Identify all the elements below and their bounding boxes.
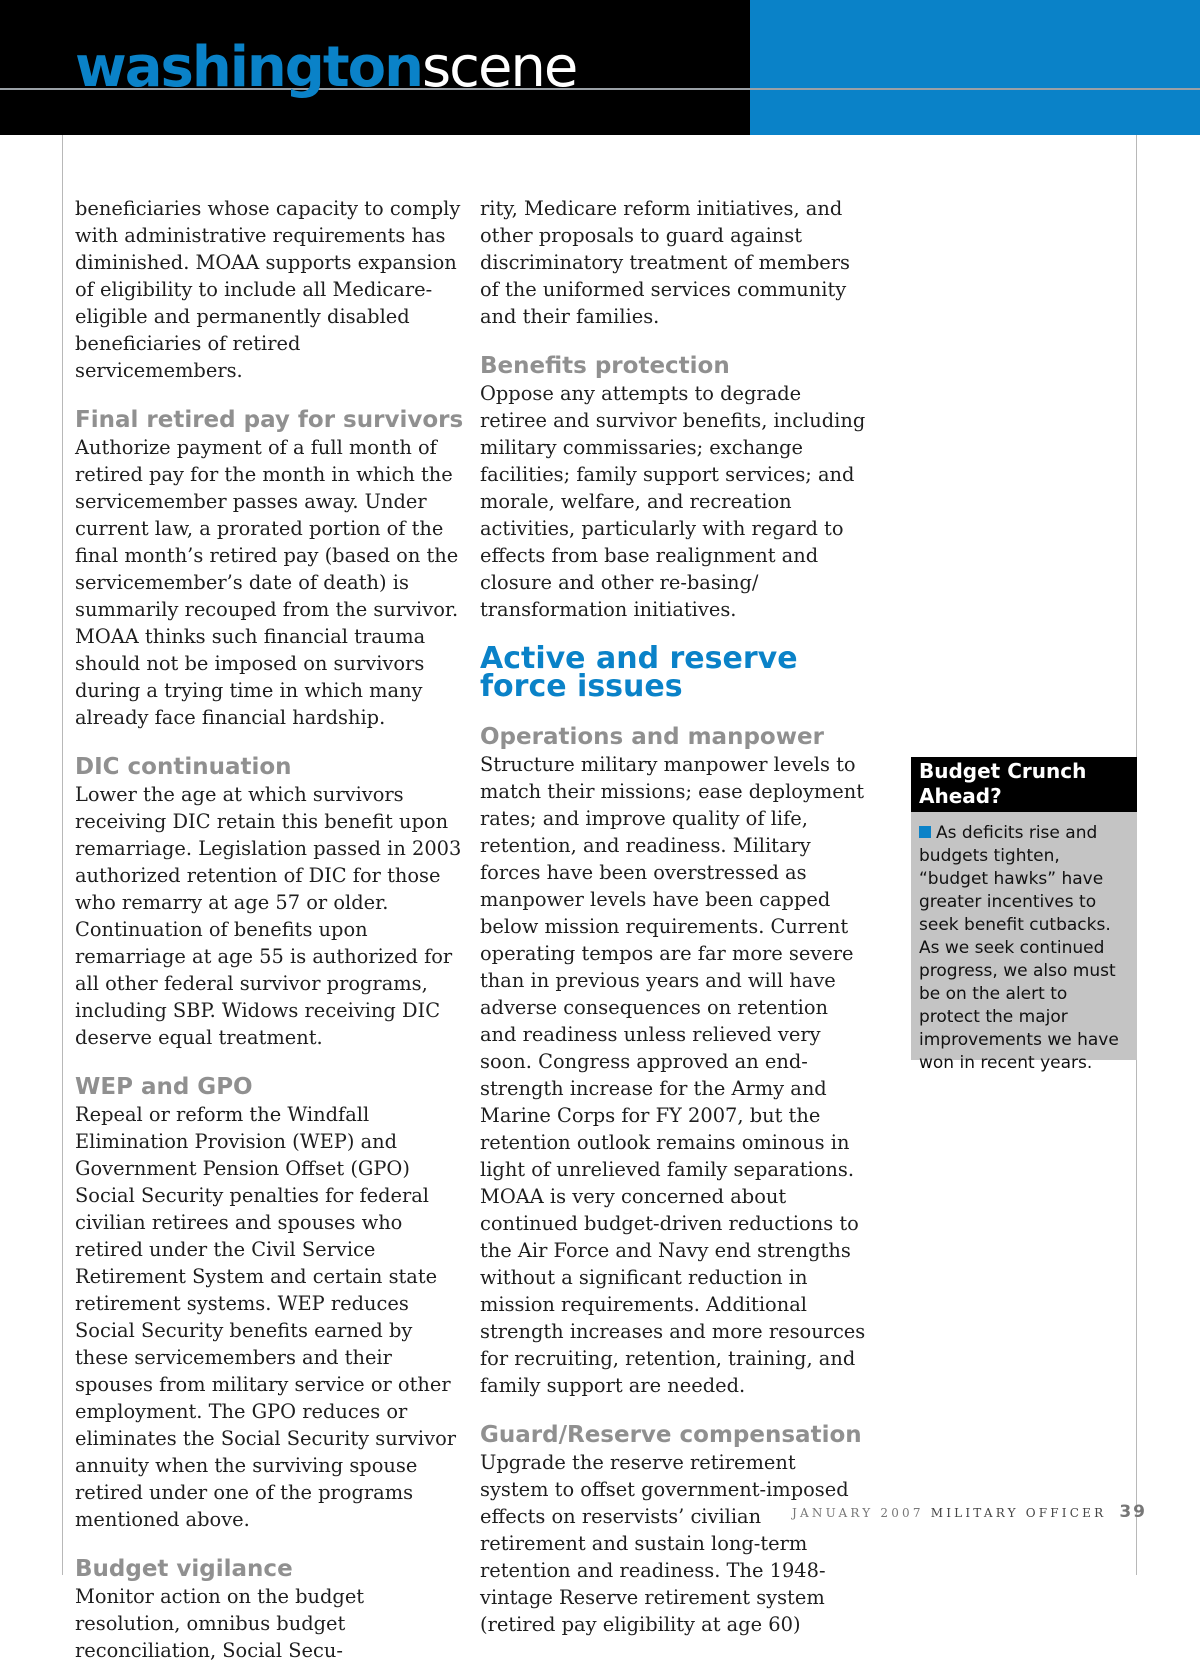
subheading-wep-gpo: WEP and GPO xyxy=(75,1074,253,1100)
page-number: 39 xyxy=(1119,1502,1147,1522)
article-column-2 xyxy=(480,195,870,1638)
paragraph: Authorize payment of a full month of retired pay for the month in which the servicemember passes away. Under current law, a prorated portion of the final month’s retired pay (based on the servicemember’s date of death) is summarily recouped from the survivor. MOAA thinks such financial trauma should not be imposed on survivors during a trying time in which many already face financial hardship. xyxy=(75,436,459,729)
paragraph: Monitor action on the budget resolution, omnibus budget reconciliation, Social Secu- xyxy=(75,1585,365,1662)
section-heading-active-reserve: Active and reserve force issues xyxy=(480,641,798,704)
subheading-budget-vigilance: Budget vigilance xyxy=(75,1556,293,1582)
subheading-guard-reserve: Guard/Reserve compensation xyxy=(480,1422,862,1448)
paragraph: Upgrade the reserve retirement system to offset government-imposed effects on reservists’ civilian retirement and sustain long-term retention and readiness. The 1948-vintage Reserve retirement system (retired pay eligibility at age 60) xyxy=(480,1451,849,1636)
bullet-square-icon xyxy=(919,826,931,838)
subheading-operations-manpower: Operations and manpower xyxy=(480,724,824,750)
paragraph: Structure military manpower levels to match their missions; ease deployment rates; and improve quality of life, retention, and readiness. Military forces have been overstressed as manpower levels have been capped below mission requirements. Current operating tempos are far more severe than in previous years and will have adverse consequences on retention and readiness unless relieved very soon. Congress approved an end-strength increase for the Army and Marine Corps for FY 2007, but the retention outlook remains ominous in light of unrelieved family separations. MOAA is very concerned about continued budget-driven reductions to the Air Force and Navy end strengths without a significant reduction in mission requirements. Additional strength increases and more resources for recruiting, retention, training, and family support are needed. xyxy=(480,753,866,1397)
paragraph: Oppose any attempts to degrade retiree and survivor benefits, including military commissaries; exchange facilities; family support services; and morale, welfare, and recreation activities, particularly with regard to effects from base realignment and closure and other re-basing/ transformation initiatives. xyxy=(480,382,866,621)
page-footer xyxy=(792,1502,1147,1523)
sidebar-body-text: As deficits rise and budgets tighten, “budget hawks” have greater incentives to seek benefit cutbacks. As we seek continued progress, we also must be on the alert to protect the major improvements we have won in recent years. xyxy=(919,823,1119,1073)
sidebar-text xyxy=(911,812,1137,1075)
article-column-1 xyxy=(75,195,465,1664)
header-blue-band xyxy=(750,0,1200,135)
paragraph: rity, Medicare reform initiatives, and other proposals to guard against discriminatory treatment of members of the uniformed services community and their families. xyxy=(480,197,850,328)
left-margin-rule xyxy=(62,135,63,1575)
paragraph: Repeal or reform the Windfall Elimination Provision (WEP) and Government Pension Offset (GPO) Social Security penalties for federal civilian retirees and spouses who retired under the Civil Service Retirement System and certain state retirement systems. WEP reduces Social Security benefits earned by these servicemembers and their spouses from military service or other employment. The GPO reduces or eliminates the Social Security survivor annuity when the surviving spouse retired under one of the programs mentioned above. xyxy=(75,1103,457,1531)
footer-magazine: MILITARY OFFICER xyxy=(930,1506,1107,1520)
paragraph: beneficiaries whose capacity to comply with administrative requirements has diminished. MOAA supports expansion of eligibility to include all Medicare-eligible and permanently disabled beneficiaries of retired servicemembers. xyxy=(75,197,461,382)
subheading-benefits-protection: Benefits protection xyxy=(480,353,730,379)
subheading-dic-continuation: DIC continuation xyxy=(75,754,292,780)
section-masthead xyxy=(75,36,576,100)
footer-date: JANUARY 2007 xyxy=(792,1506,924,1520)
masthead-word-scene: scene xyxy=(421,35,577,100)
sidebar-title: Budget Crunch Ahead? xyxy=(911,757,1137,812)
sidebar-box xyxy=(911,757,1137,1073)
paragraph: Lower the age at which survivors receiving DIC retain this benefit upon remarriage. Legislation passed in 2003 authorized retention of DIC for those who remarry at age 57 or older. Continuation of benefits upon remarriage at age 55 is authorized for all other federal survivor programs, including SBP. Widows receiving DIC deserve equal treatment. xyxy=(75,783,462,1049)
subheading-final-retired-pay: Final retired pay for survivors xyxy=(75,407,464,433)
masthead-word-washington: washington xyxy=(75,35,422,100)
